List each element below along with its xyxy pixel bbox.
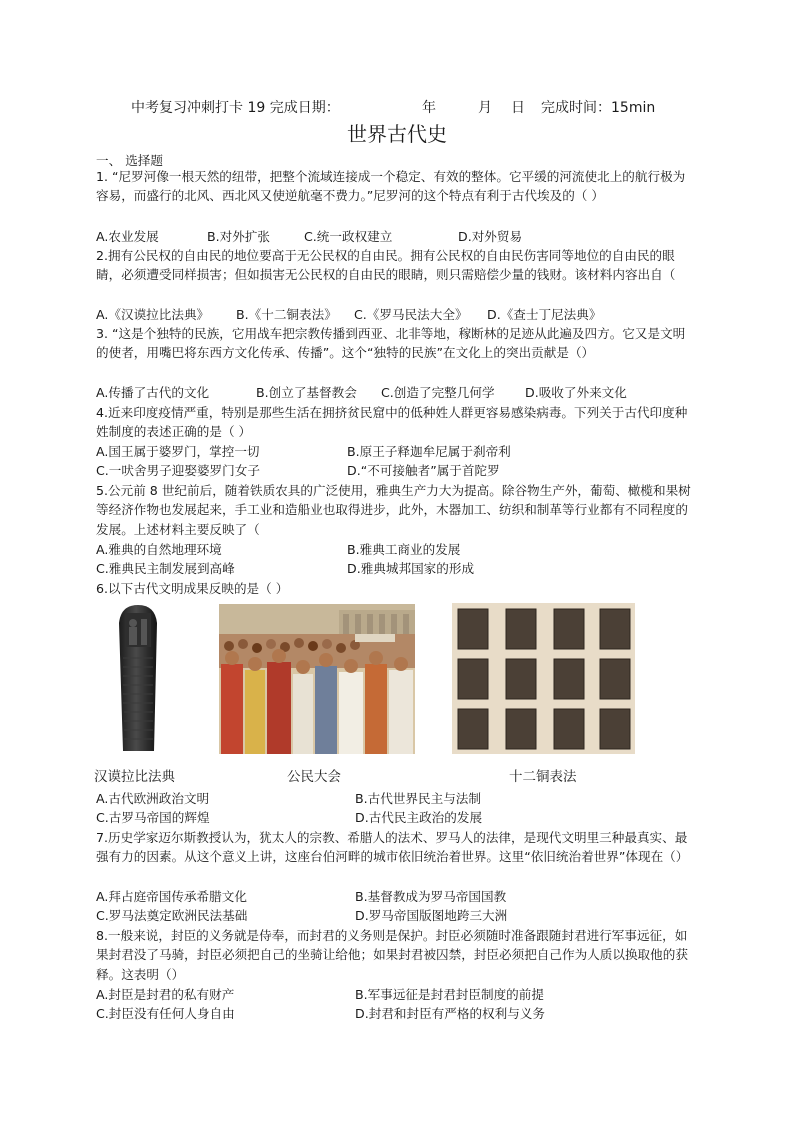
hammurabi-stele-image — [113, 603, 163, 753]
question-5 — [96, 481, 696, 539]
q4-option-c[interactable]: C.一吠舍男子迎娶婆罗门女子 — [96, 463, 260, 478]
q1-option-d[interactable]: D.对外贸易 — [458, 229, 523, 244]
header-month: 月 — [478, 100, 492, 116]
twelve-tables-image — [452, 603, 635, 754]
header-left: 中考复习冲刺打卡 19 完成日期： — [131, 100, 340, 116]
q4-option-b[interactable]: B.原王子释迦牟尼属于刹帝利 — [347, 444, 511, 459]
q5-option-d[interactable]: D.雅典城邦国家的形成 — [347, 561, 475, 576]
header-day: 日 — [511, 100, 525, 116]
question-4-stem: 4.近来印度疫情严重，特别是那些生活在拥挤贫民窟中的低种姓人群更容易感染病毒。下列关于古代印度种姓制度的表述正确的是（ ） — [96, 405, 688, 440]
q6-option-d[interactable]: D.古代民主政治的发展 — [355, 810, 483, 825]
q1-option-b[interactable]: B.对外扩张 — [207, 229, 271, 244]
q2-option-b[interactable]: B.《十二铜表法》 — [236, 307, 337, 322]
q3-option-b[interactable]: B.创立了基督教会 — [256, 385, 357, 400]
question-6-stem: 6.以下古代文明成果反映的是（ ） — [96, 581, 289, 596]
q4-option-d[interactable]: D.“不可接触者”属于首陀罗 — [347, 463, 500, 478]
q2-option-c[interactable]: C.《罗马民法大全》 — [354, 307, 468, 322]
question-7 — [96, 828, 696, 867]
caption-hammurabi: 汉谟拉比法典 — [94, 769, 175, 785]
q6-option-b[interactable]: B.古代世界民主与法制 — [355, 791, 481, 806]
q3-option-d[interactable]: D.吸收了外来文化 — [525, 385, 627, 400]
q3-option-c[interactable]: C.创造了完整几何学 — [381, 385, 495, 400]
q7-option-d[interactable]: D.罗马帝国版图地跨三大洲 — [355, 908, 508, 923]
caption-twelve-tables: 十二铜表法 — [509, 769, 577, 785]
q7-option-c[interactable]: C.罗马法奠定欧洲民法基础 — [96, 908, 248, 923]
question-6 — [96, 579, 696, 598]
q6-option-a[interactable]: A.古代欧洲政治文明 — [96, 791, 210, 806]
q5-option-c[interactable]: C.雅典民主制发展到高峰 — [96, 561, 235, 576]
q2-option-d[interactable]: D.《查士丁尼法典》 — [487, 307, 602, 322]
header-year: 年 — [422, 100, 436, 116]
question-4 — [96, 403, 696, 442]
question-2 — [96, 246, 696, 285]
q3-option-a[interactable]: A.传播了古代的文化 — [96, 385, 210, 400]
question-7-stem: 7.历史学家迈尔斯教授认为，犹太人的宗教、希腊人的法术、罗马人的法律，是现代文明里三种最真实、最强有力的因素。从这个意义上讲，这座台伯河畔的城市依旧统治着世界。这里“依旧统治着世界”体现在（） — [96, 830, 689, 865]
q7-option-a[interactable]: A.拜占庭帝国传承希腊文化 — [96, 889, 247, 904]
q5-option-a[interactable]: A.雅典的自然地理环境 — [96, 542, 222, 557]
q5-option-b[interactable]: B.雅典工商业的发展 — [347, 542, 461, 557]
q4-option-a[interactable]: A.国王属于婆罗门，掌控一切 — [96, 444, 260, 459]
question-2-stem: 2.拥有公民权的自由民的地位要高于无公民权的自由民。拥有公民权的自由民伤害同等地位的自由民的眼睛，必须遭受同样损害；但如损害无公民权的自由民的眼睛，则只需赔偿少量的钱财。该材料内容出自（ — [96, 248, 676, 283]
question-1-stem: 1. “尼罗河像一根天然的纽带，把整个流域连接成一个稳定、有效的整体。它平缓的河流使北上的航行极为容易，而盛行的北风、西北风又使逆航毫不费力。”尼罗河的这个特点有利于古代埃及的（ ） — [96, 169, 686, 204]
section-heading: 一、 选择题 — [96, 153, 163, 168]
q1-option-a[interactable]: A.农业发展 — [96, 229, 159, 244]
question-8-stem: 8.一般来说，封臣的义务就是侍奉，而封君的义务则是保护。封臣必须随时准备跟随封君进行军事远征，如果封君没了马骑，封臣必须把自己的坐骑让给他；如果封君被囚禁，封臣必须把自己作为人质以换取他的获释。这表明（） — [96, 928, 688, 982]
question-3-stem: 3. “这是个独特的民族，它用战车把宗教传播到西亚、北非等地，稼断林的足迹从此遍及四方。它又是文明的使者，用嘴巴将东西方文化传承、传播”。这个“独特的民族”在文化上的突出贡献是（） — [96, 326, 686, 361]
question-8 — [96, 926, 696, 984]
caption-assembly: 公民大会 — [287, 769, 341, 785]
q6-option-c[interactable]: C.古罗马帝国的辉煌 — [96, 810, 210, 825]
question-1 — [96, 167, 696, 206]
q8-option-b[interactable]: B.军事远征是封君封臣制度的前提 — [355, 987, 544, 1002]
question-5-stem: 5.公元前 8 世纪前后，随着铁质农具的广泛使用，雅典生产力大为提高。除谷物生产外，葡萄、橄榄和果树等经济作物也发展起来，手工业和造船业也取得进步，此外，木器加工、纺织和制革等行业都有不同程度的发展。上述材料主要反映了（ — [96, 483, 691, 537]
page-title: 世界古代史 — [347, 122, 447, 146]
q1-option-c[interactable]: C.统一政权建立 — [304, 229, 393, 244]
question-3 — [96, 324, 696, 363]
q7-option-b[interactable]: B.基督教成为罗马帝国国教 — [355, 889, 507, 904]
q8-option-c[interactable]: C.封臣没有任何人身自由 — [96, 1006, 235, 1021]
q8-option-a[interactable]: A.封臣是封君的私有财产 — [96, 987, 235, 1002]
header-time: 完成时间：15min — [541, 100, 656, 116]
q2-option-a[interactable]: A.《汉谟拉比法典》 — [96, 307, 210, 322]
q8-option-d[interactable]: D.封君和封臣有严格的权利与义务 — [355, 1006, 546, 1021]
citizens-assembly-image — [219, 604, 415, 754]
